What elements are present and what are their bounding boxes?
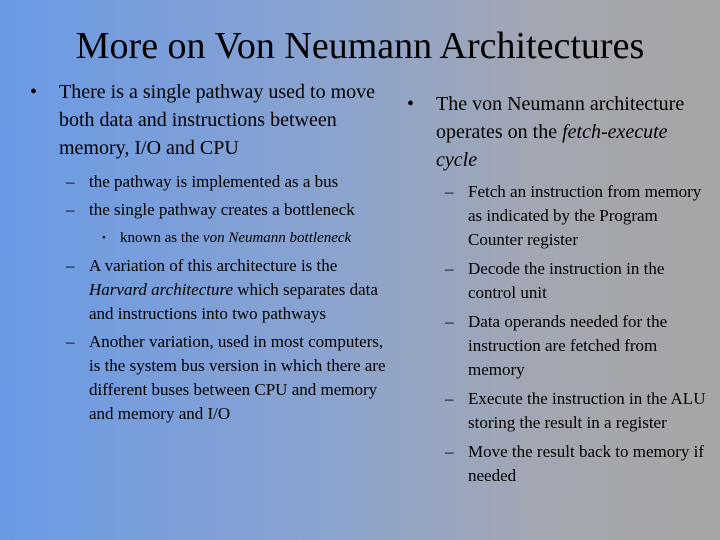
subsub-bullet-von-neumann-bottleneck (30, 227, 390, 249)
bullet-icon: • (407, 93, 415, 115)
dash-icon: – (66, 172, 75, 191)
step-text: Move the result back to memory if needed (468, 442, 705, 485)
bullet-fetch-execute (407, 90, 707, 174)
dash-icon: – (66, 200, 75, 219)
sub-bullet-text: the single pathway creates a bottleneck (89, 200, 355, 219)
dash-icon: – (445, 182, 454, 201)
right-column (407, 90, 707, 488)
step-text: Execute the instruction in the ALU storing the result in a register (468, 389, 706, 432)
step-fetch (407, 180, 707, 252)
dash-icon: – (66, 256, 75, 275)
emphasis-text: Harvard architecture (89, 280, 233, 299)
sub-bullet-text: Another variation, used in most computers, is the system bus version in which there are different buses between CPU and memory and memory and I/O (89, 332, 386, 423)
left-column (30, 78, 390, 426)
sub-bullet-text: the pathway is implemented as a bus (89, 172, 339, 191)
dash-icon: – (66, 332, 75, 351)
subsub-bullet-text: known as the von Neumann bottleneck (120, 230, 352, 246)
bullet-text: There is a single pathway used to move both data and instructions between memory, I/O and CPU (59, 81, 376, 159)
step-text: Data operands needed for the instruction are fetched from memory (468, 312, 668, 379)
emphasis-text: fetch-execute cycle (436, 121, 668, 171)
bullet-single-pathway (30, 78, 390, 162)
bullet-text: The von Neumann architecture operates on the fetch-execute cycle (436, 93, 685, 171)
bullet-icon: • (30, 81, 38, 103)
slide-title: More on Von Neumann Architectures (75, 25, 645, 67)
emphasis-text: von Neumann bottleneck (202, 230, 352, 246)
step-text: Fetch an instruction from memory as indicated by the Program Counter register (468, 182, 702, 249)
step-decode (407, 257, 707, 305)
sub-bullet-bottleneck (30, 198, 390, 222)
sub-bullet-system-bus (30, 330, 390, 426)
sub-bullet-bus (30, 170, 390, 194)
step-operands (407, 310, 707, 382)
dash-icon: – (445, 442, 454, 461)
small-bullet-icon: • (102, 232, 106, 244)
sub-bullet-harvard (30, 254, 390, 326)
step-text: Decode the instruction in the control unit (468, 259, 665, 302)
sub-bullet-text: A variation of this architecture is the Harvard architecture which separates data and instructions into two pathways (89, 256, 378, 323)
dash-icon: – (445, 259, 454, 278)
dash-icon: – (445, 312, 454, 331)
step-execute (407, 387, 707, 435)
step-store (407, 440, 707, 488)
dash-icon: – (445, 389, 454, 408)
